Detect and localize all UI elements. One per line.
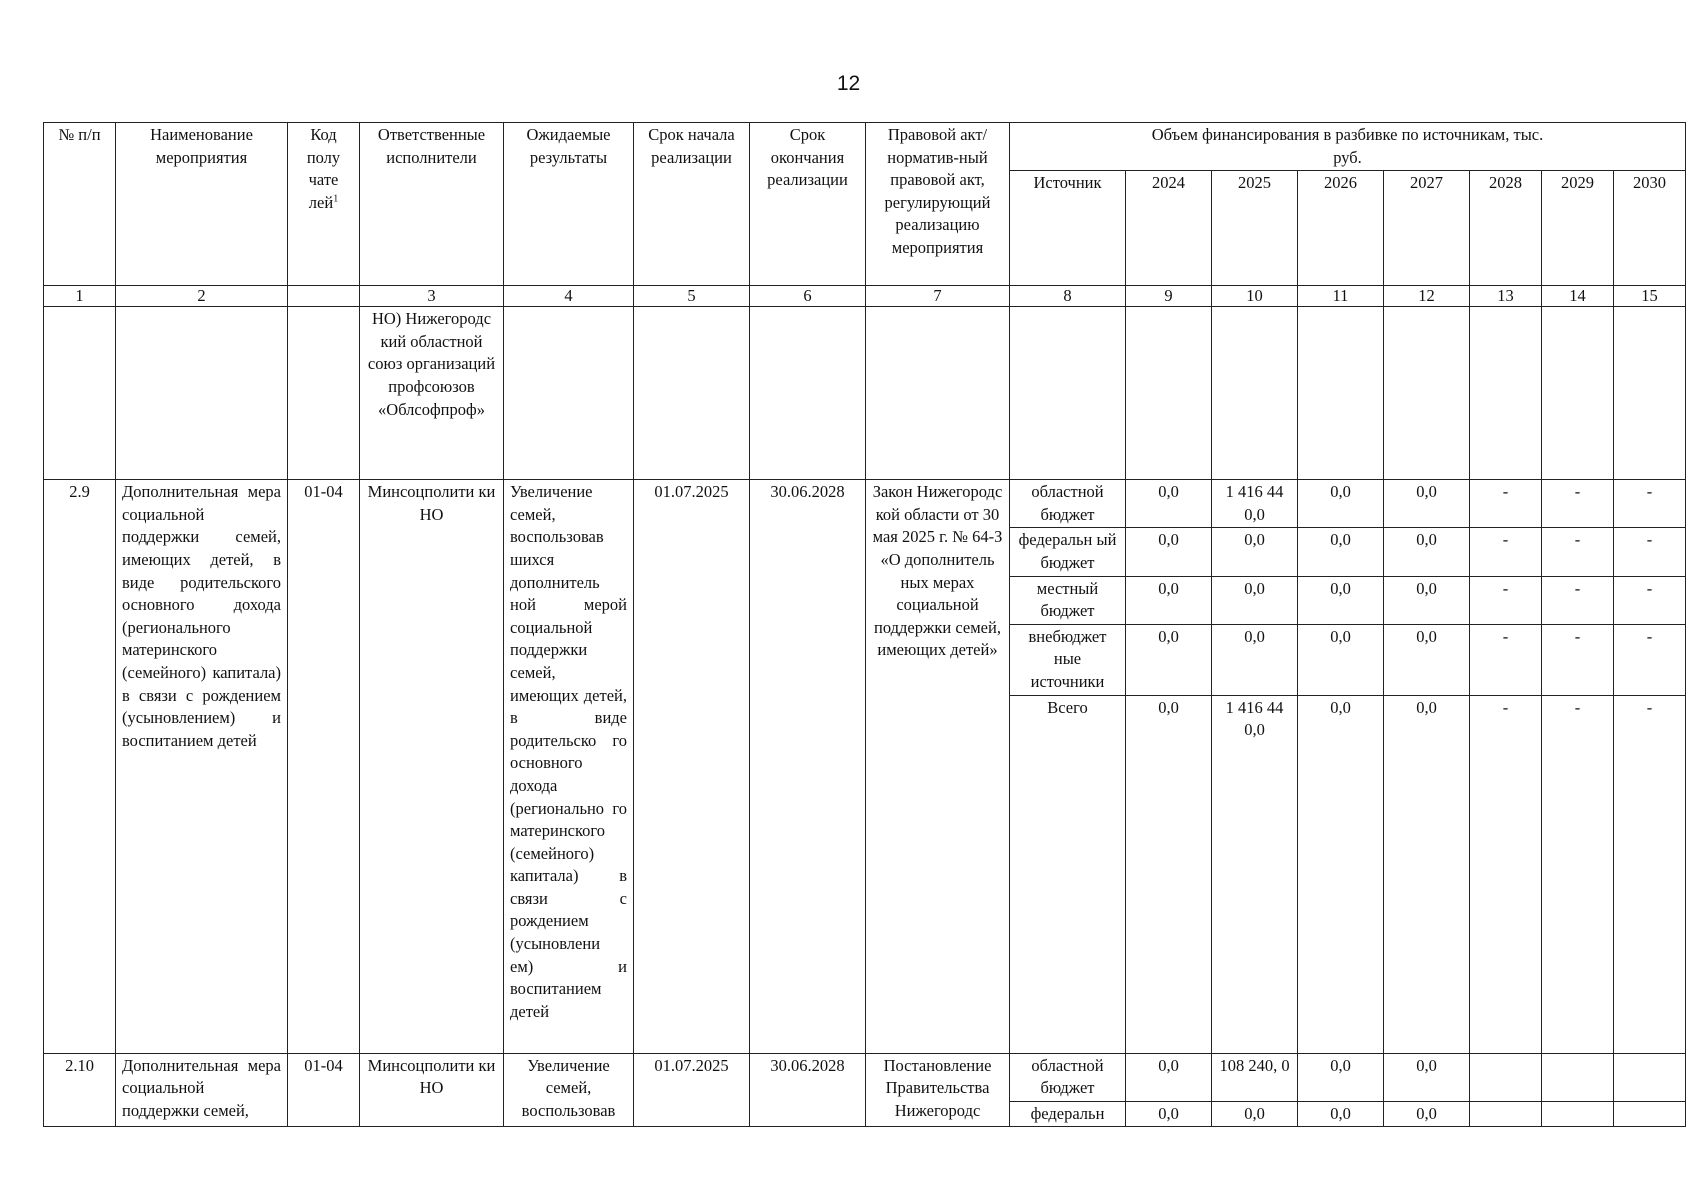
funding-value [1470,1053,1542,1101]
funding-value: 0,0 [1384,1101,1470,1127]
funding-source: федеральн [1010,1101,1126,1127]
column-number: 10 [1212,286,1298,307]
funding-value: 0,0 [1126,480,1212,528]
column-numbers-row [44,286,1686,307]
header-financing: Объем финансирования в разбивке по источникам, тыс. руб. [1010,123,1686,171]
funding-value: 0,0 [1384,624,1470,695]
funding-value: - [1542,624,1614,695]
row-end: 30.06.2028 [750,480,866,1053]
funding-value: 0,0 [1212,1101,1298,1127]
column-number: 9 [1126,286,1212,307]
funding-value: - [1614,695,1686,1053]
funding-value: 0,0 [1298,624,1384,695]
cell [1010,307,1126,480]
funding-value: 0,0 [1384,695,1470,1053]
row-executor: Минсоцполити ки НО [360,480,504,1053]
funding-value: - [1470,576,1542,624]
row-executor: Минсоцполити ки НО [360,1053,504,1127]
funding-value [1470,1101,1542,1127]
row-legal: Постановление Правительства Нижегородс [866,1053,1010,1127]
header-code: Код полу чате лей$^1$ [288,123,360,286]
row-number: 2.10 [44,1053,116,1127]
row-end: 30.06.2028 [750,1053,866,1127]
row-code: 01-04 [288,480,360,1053]
funding-source: Всего [1010,695,1126,1053]
funding-value: 0,0 [1126,1101,1212,1127]
header-year: 2030 [1614,171,1686,286]
row-result: Увеличение семей, воспользовав шихся дополнитель ной мерой социальной поддержки семей, имеющих детей, в виде родительско го основного дохода (регионально го материнского (семейного) капитала) в связи с рождением (усыновлени ем) и воспитанием детей [504,480,634,1053]
row-result: Увеличение семей, воспользовав [504,1053,634,1127]
header-legal: Правовой акт/норматив-ный правовой акт, регулирующий реализацию мероприятия [866,123,1010,286]
column-number: 14 [1542,286,1614,307]
continuation-executors: НО) Нижегородс кий областной союз организаций профсоюзов «Облсофпроф» [360,307,504,480]
cell [1126,307,1212,480]
column-number: 11 [1298,286,1384,307]
cell [1614,307,1686,480]
funding-value: 0,0 [1298,528,1384,576]
funding-value: 0,0 [1126,1053,1212,1101]
funding-value: 0,0 [1298,480,1384,528]
funding-source: внебюджет ные источники [1010,624,1126,695]
table-row [44,480,1686,528]
row-name: Дополнительная мера социальной поддержки семей, [116,1053,288,1127]
funding-value: 0,0 [1298,695,1384,1053]
funding-value [1542,1101,1614,1127]
funding-value: - [1614,576,1686,624]
cell [634,307,750,480]
funding-source: областной бюджет [1010,1053,1126,1101]
funding-value: 0,0 [1298,1101,1384,1127]
funding-value: 0,0 [1384,1053,1470,1101]
funding-value: - [1542,576,1614,624]
header-year: 2026 [1298,171,1384,286]
funding-value [1614,1101,1686,1127]
row-name: Дополнительная мера социальной поддержки семей, имеющих детей, в виде родительского основного дохода (регионального материнского (семейного) капитала) в связи с рождением (усыновлением) и воспитанием детей [116,480,288,1053]
funding-value: - [1470,695,1542,1053]
cell [116,307,288,480]
funding-value: 0,0 [1384,576,1470,624]
header-start: Срок начала реализации [634,123,750,286]
row-start: 01.07.2025 [634,1053,750,1127]
funding-value: - [1614,480,1686,528]
funding-value: - [1614,624,1686,695]
row-number: 2.9 [44,480,116,1053]
cell [1470,307,1542,480]
header-results: Ожидаемые результаты [504,123,634,286]
funding-value: 0,0 [1126,528,1212,576]
continuation-row [44,307,1686,480]
header-name: Наименование мероприятия [116,123,288,286]
funding-value: - [1614,528,1686,576]
cell [750,307,866,480]
header-year: 2024 [1126,171,1212,286]
funding-value: - [1542,695,1614,1053]
funding-value: 0,0 [1212,624,1298,695]
funding-value: 0,0 [1298,576,1384,624]
header-source: Источник [1010,171,1126,286]
header-end: Срок окончания реализации [750,123,866,286]
row-code: 01-04 [288,1053,360,1127]
cell [1212,307,1298,480]
funding-value [1542,1053,1614,1101]
column-number: 15 [1614,286,1686,307]
funding-value: 1 416 44 0,0 [1212,695,1298,1053]
column-number: 6 [750,286,866,307]
funding-value: - [1470,624,1542,695]
column-number: 1 [44,286,116,307]
funding-value [1614,1053,1686,1101]
header-executors: Ответственные исполнители [360,123,504,286]
cell [1384,307,1470,480]
funding-value: 108 240, 0 [1212,1053,1298,1101]
funding-source: областной бюджет [1010,480,1126,528]
header-no: № п/п [44,123,116,286]
funding-value: - [1470,480,1542,528]
column-number: 7 [866,286,1010,307]
column-number: 12 [1384,286,1470,307]
funding-value: 0,0 [1212,576,1298,624]
cell [288,307,360,480]
row-legal: Закон Нижегородс кой области от 30 мая 2025 г. № 64-З «О дополнитель ных мерах социальной поддержки семей, имеющих детей» [866,480,1010,1053]
header-year: 2028 [1470,171,1542,286]
column-number [288,286,360,307]
header-row [44,123,1686,171]
cell [866,307,1010,480]
column-number: 13 [1470,286,1542,307]
cell [1298,307,1384,480]
funding-value: - [1542,480,1614,528]
cell [1542,307,1614,480]
column-number: 5 [634,286,750,307]
funding-value: 0,0 [1126,624,1212,695]
header-year: 2027 [1384,171,1470,286]
column-number: 4 [504,286,634,307]
funding-value: 0,0 [1212,528,1298,576]
funding-value: 0,0 [1384,528,1470,576]
financing-table [43,122,1686,1127]
funding-value: 0,0 [1298,1053,1384,1101]
funding-value: 0,0 [1384,480,1470,528]
funding-source: федеральн ый бюджет [1010,528,1126,576]
column-number: 8 [1010,286,1126,307]
cell [504,307,634,480]
column-number: 3 [360,286,504,307]
footnote-mark: 1 [333,193,339,205]
funding-value: - [1542,528,1614,576]
page-number: 12 [836,72,861,95]
header-year: 2025 [1212,171,1298,286]
funding-source: местный бюджет [1010,576,1126,624]
header-year: 2029 [1542,171,1614,286]
cell [44,307,116,480]
table-row [44,1053,1686,1101]
funding-value: 0,0 [1126,576,1212,624]
column-number: 2 [116,286,288,307]
row-start: 01.07.2025 [634,480,750,1053]
funding-value: 1 416 44 0,0 [1212,480,1298,528]
funding-value: - [1470,528,1542,576]
funding-value: 0,0 [1126,695,1212,1053]
